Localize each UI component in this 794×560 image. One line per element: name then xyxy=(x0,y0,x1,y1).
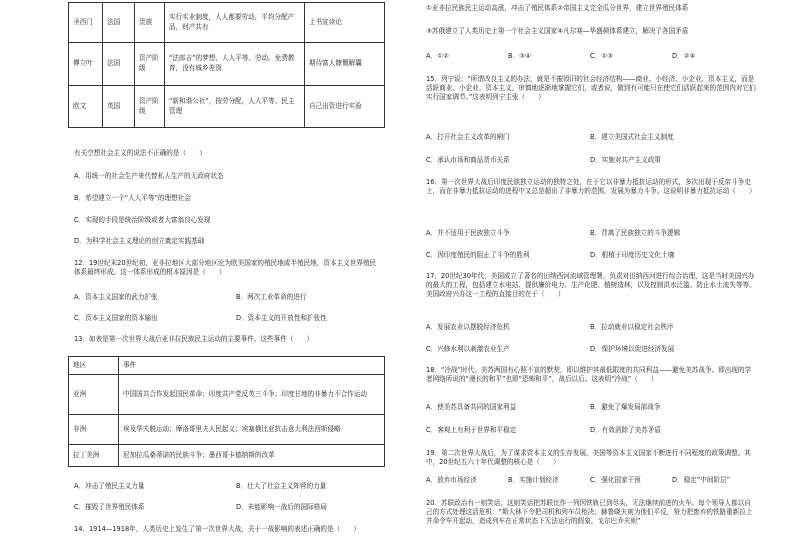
table-cell: 资产阶级 xyxy=(135,86,165,128)
table-cell: “新和谐公社”，按劳分配，人人平等、民主管理 xyxy=(165,86,305,128)
table-cell: 尼加拉瓜桑蒂诺的民族斗争；墨西哥卡德纳斯的改革 xyxy=(119,445,385,467)
question-stem: 19．第二次世界大战后，为了谋求资本主义的生存发展，美国等资本主义国家不断进行不同程度的政策调整。其中，20世纪五六十年代调整的核心是（ ） xyxy=(426,449,751,466)
option-a[interactable]: A．使美苏具备共同的国家利益 xyxy=(426,403,517,411)
national-movements-table xyxy=(68,356,385,467)
option-b[interactable]: B．建立美国式社会主义制度 xyxy=(590,133,674,141)
option-a[interactable]: A．发展农业以摆脱经济危机 xyxy=(426,323,510,331)
table-row xyxy=(69,43,385,86)
option-c[interactable]: C．实现的手段是统治阶级或者大富翁良心发现 xyxy=(74,216,211,224)
question-stem: 12．19世纪末20世纪初，亚非拉地区大部分地区沦为欧美国家的殖民地或半殖民地，资本主义世界殖民体系最终形成。这一体系形成的根本原因是（ ） xyxy=(74,259,377,276)
table-cell: 拉丁美洲 xyxy=(69,445,119,467)
table-header-row xyxy=(69,357,385,375)
table-cell: 期待富人慷慨解囊 xyxy=(305,43,385,86)
option-c[interactable]: C．客观上有利于世界和平稳定 xyxy=(426,426,517,434)
option-c[interactable]: C．兴修水利以刺激农业生产 xyxy=(426,345,510,353)
table-cell: 法国 xyxy=(103,3,135,43)
table-cell: 圣西门 xyxy=(69,3,103,43)
option-d[interactable]: D．未能影响一战后的国际格局 xyxy=(236,503,327,511)
statement-line: ①亚非拉民族民主运动高涨，冲击了殖民体系②帝国主义完全瓜分世界，建立世界殖民体系 xyxy=(426,4,689,12)
option-a[interactable]: A．资本主义国家的武力扩张 xyxy=(74,293,158,301)
question-stem: 有关空想社会主义的说法不正确的是（ ） xyxy=(74,149,206,157)
table-cell: 英国 xyxy=(103,86,135,128)
option-d[interactable]: D．为科学社会主义理论的创立奠定实践基础 xyxy=(74,237,205,245)
option-b[interactable]: B．希望建立一个“人人平等”的理想社会 xyxy=(74,194,191,202)
table-row xyxy=(69,375,385,415)
left-column xyxy=(68,0,384,560)
option-b[interactable]: B．实施计划经济 xyxy=(508,476,559,484)
option-a[interactable]: A．打开社会主义改革的闸门 xyxy=(426,133,510,141)
table-cell: 贵族 xyxy=(135,3,165,43)
option-b[interactable]: B．③④ xyxy=(508,52,531,60)
option-a[interactable]: A．放弃市场经济 xyxy=(426,476,477,484)
option-c[interactable]: C．强化国家干预 xyxy=(590,476,641,484)
table-cell: 实行实业制度，人人都要劳动，平均分配产品，财产共有 xyxy=(165,3,305,43)
table-cell: 中国国共合作发起国民革命；印度共产党反英三斗争；印度甘地的非暴力不合作运动 xyxy=(119,375,385,415)
table-cell: 自己出资进行实验 xyxy=(305,86,385,128)
question-stem: 17．20世纪30年代，美国成立了著名的田纳西河流域管理署，负责对田纳西河进行综合治理，这是当时美国兴办的最大的工程，包括建立水电站、提供廉价电力、生产化肥、植树造林，以及控制洪水泛滥、防止水土流失等等。美国政府兴办这一工程的直接目的在于（ ） xyxy=(426,272,756,298)
option-d[interactable]: D．资本主义的开放性和扩张性 xyxy=(236,314,327,322)
option-c[interactable]: C．因印度殖民的阻止了斗争的胜利 xyxy=(426,251,530,259)
option-d[interactable]: D．稳定“中间阶层” xyxy=(672,476,731,484)
table-cell: 傅立叶 xyxy=(69,43,103,86)
table-header-cell: 地区 xyxy=(69,357,119,375)
question-stem: 16．第一次世界大战后印度民族独立运动的独特之处，在于它以非暴力抵抗运动的形式，多次出现于反帝斗争史上，而在非暴力抵抗运动的进程中又总是超出了非暴力的范围，发展为暴力斗争。这说明非暴力抵抗运动（ ） xyxy=(426,178,756,195)
option-c[interactable]: C．摧毁了世界殖民体系 xyxy=(74,503,145,511)
option-d[interactable]: D．实施对共产主义政策 xyxy=(590,156,662,164)
table-row xyxy=(69,3,385,43)
option-b[interactable]: B．壮大了社会主义阵营的力量 xyxy=(236,482,327,490)
table-cell: 法国 xyxy=(103,43,135,86)
question-stem: 18．“冷战”时代，美苏两国有心照不宣的默契，即以维护其最低限度的共同利益——避免美苏战争。即出现的学者网络所说的“漫长的和平”也即“恐怖和平”，战后以后。这表明“冷战”（ ） xyxy=(426,366,752,383)
right-column xyxy=(426,0,756,560)
table-cell: “法郎吉”的梦想，人人平等、劳动。免费教育，没有城乡差别 xyxy=(165,43,305,86)
option-a[interactable]: A．并不适用于民族独立斗争 xyxy=(426,229,510,237)
statement-line: ③苏俄建立了人类历史上第一个社会主义国家④凡尔赛—华盛顿体系建立，解决了各国矛盾 xyxy=(426,27,689,35)
table-header-cell: 事件 xyxy=(119,357,385,375)
question-stem: 15．列宁说：“所谓改良主义的办法，就是不摧毁旧的社会经济结构——商业、小经济、小企业、资本主义，而是活跃商业、小企业、资本主义，审慎地逐渐地掌握它们，或者说，做到有可能只在使它们活跃起来的范围内对它们实行国家调节。”这表明列宁主张（ ） xyxy=(426,75,756,101)
option-b[interactable]: B．避免了爆发局部战争 xyxy=(590,403,661,411)
option-d[interactable]: D．有效消除了美苏矛盾 xyxy=(590,426,662,434)
option-b[interactable]: B．两次工业革命的进行 xyxy=(236,293,307,301)
table-cell: 埃及华夫脱运动；摩洛哥里夫人民起义；埃塞俄比亚抗击意大利法西斯侵略 xyxy=(119,415,385,445)
option-b[interactable]: B．拉动就业以稳定社会秩序 xyxy=(590,323,674,331)
table-cell: 亚洲 xyxy=(69,375,119,415)
option-c[interactable]: C．①③ xyxy=(590,52,614,60)
table-cell: 资产阶级 xyxy=(135,43,165,86)
table-cell: 上书宣读论 xyxy=(305,3,385,43)
option-a[interactable]: A．冲击了殖民主义力量 xyxy=(74,482,145,490)
table-cell: 欧文 xyxy=(69,86,103,128)
table-row xyxy=(69,445,385,467)
option-a[interactable]: A．用统一的社会生产来代替私人生产的无政府状态 xyxy=(74,172,224,180)
question-stem: 20．苏联政治有一则笑话，这则笑话把苏联比作一列因铁轨已到尽头，无法继续前进的火车。每个领导人都以自己的方式处理这活危机：“斯大林下令把司机和列车员枪决；赫鲁晓夫则为他们平反，努力把废弃的铁路重新拉上并命令车开起动，造成列车在正常状态下无法运行的假象，戈尔巴乔夫则” xyxy=(426,499,753,525)
question-stem: 14．1914—1918年，人类历史上发生了第一次世界大战，关于一战影响的表述正确的是（ ） xyxy=(74,525,360,533)
option-c[interactable]: C．资本主义国家的资本输出 xyxy=(74,314,158,322)
socialist-thinkers-table xyxy=(68,2,385,128)
option-c[interactable]: C．承认市场和商品货币关系 xyxy=(426,156,510,164)
table-cell: 非洲 xyxy=(69,415,119,445)
option-d[interactable]: D．保护环境以促进经济发展 xyxy=(590,345,675,353)
question-stem: 13．如表是第一次世界大战后亚非拉民族民主运动的主要事件。这些事件（ ） xyxy=(74,335,314,343)
option-b[interactable]: B．背离了民族独立的斗争逻辑 xyxy=(590,229,681,237)
option-d[interactable]: D．②④ xyxy=(672,52,696,60)
option-d[interactable]: D．根植于印度历史文化土壤 xyxy=(590,251,675,259)
table-row xyxy=(69,415,385,445)
option-a[interactable]: A．①② xyxy=(426,52,449,60)
table-row xyxy=(69,86,385,128)
